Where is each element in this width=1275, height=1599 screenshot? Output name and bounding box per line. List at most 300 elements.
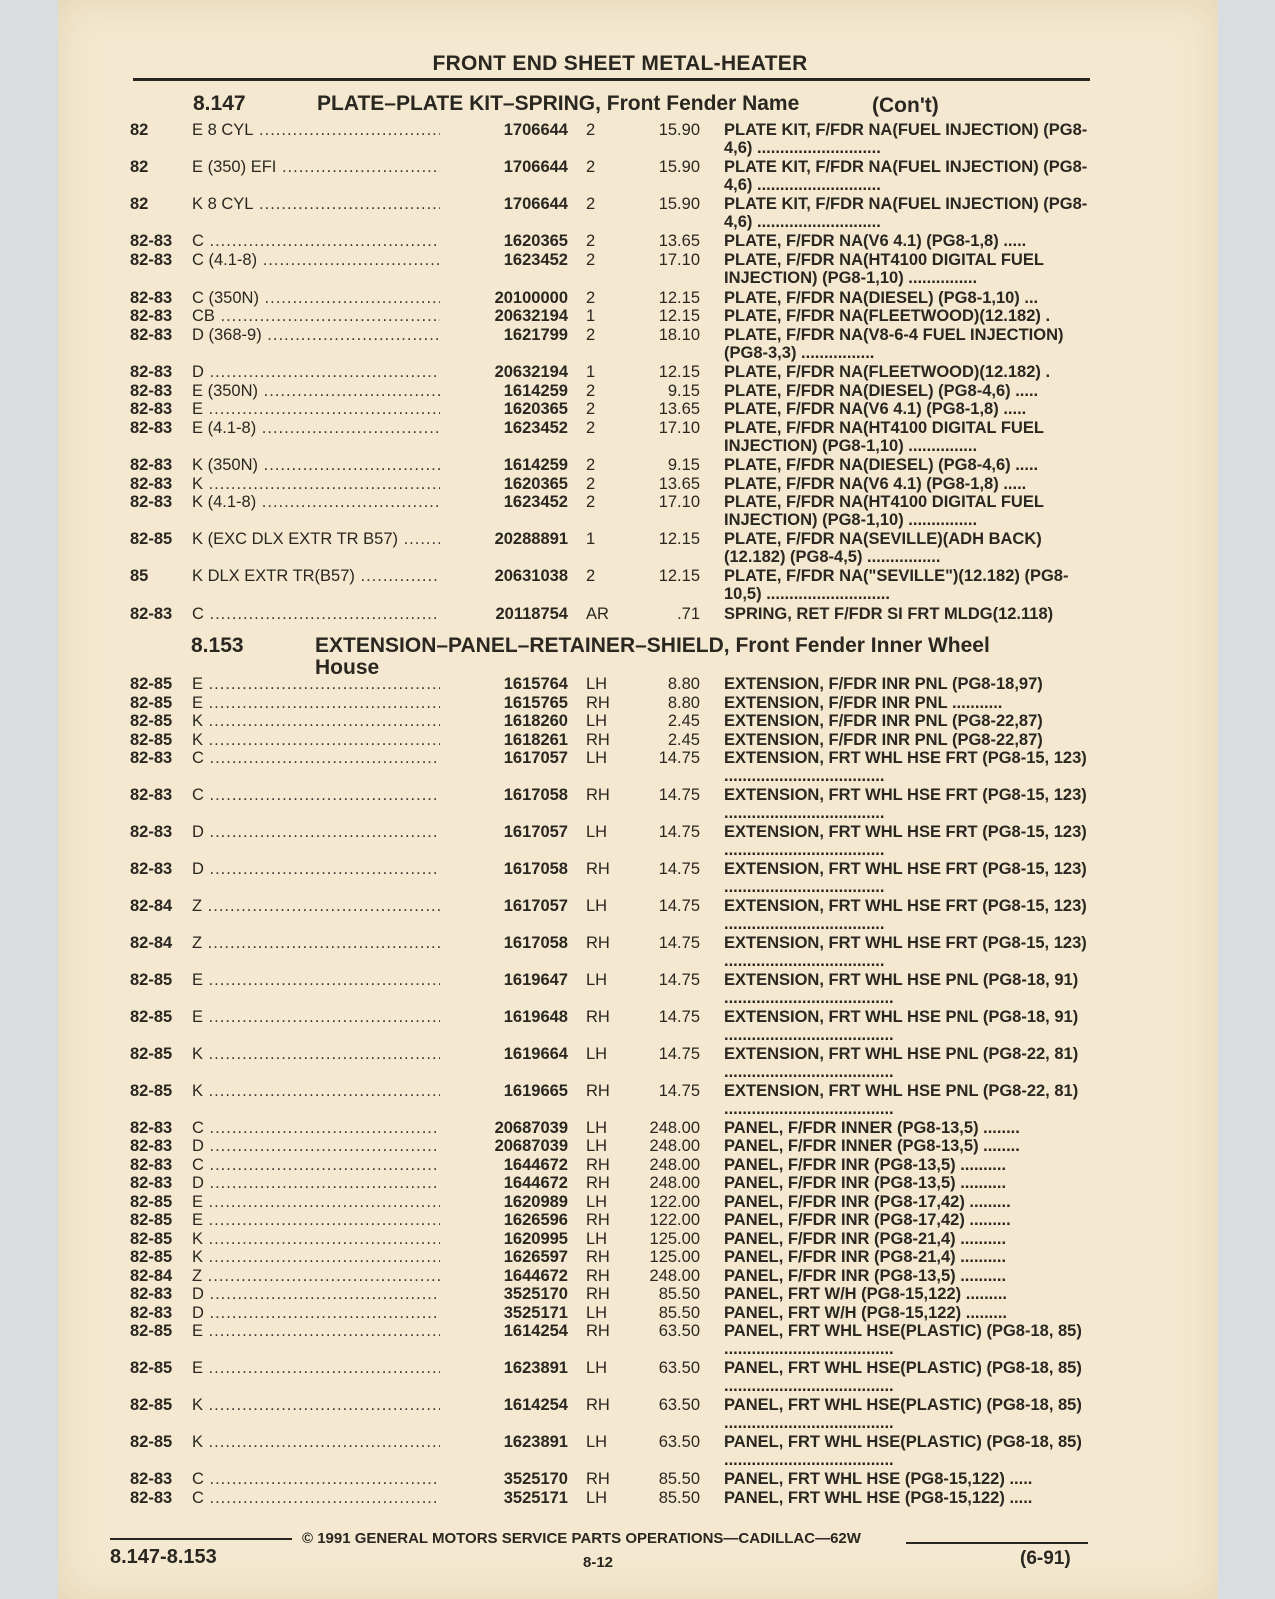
model-year: 82-83 [130, 1285, 173, 1303]
list-price: 63.50 [658, 1396, 700, 1414]
quantity: LH [586, 1359, 608, 1377]
list-price: 14.75 [658, 934, 700, 952]
quantity: LH [586, 1433, 608, 1451]
model-year: 82-85 [130, 731, 173, 749]
model-series: C (4.1-8) ..... [192, 251, 462, 270]
part-number: 1615764 [440, 675, 568, 694]
part-number: 1644672 [440, 1267, 568, 1286]
model-year: 82-85 [130, 1045, 173, 1063]
model-series: E ..... [192, 1322, 462, 1341]
model-series: C ..... [192, 1489, 462, 1508]
model-series: K 8 CYL ..... [192, 195, 462, 214]
model-series: D ..... [192, 1304, 462, 1323]
part-number: 1623891 [440, 1359, 568, 1378]
part-description: PLATE, F/FDR NA(HT4100 DIGITAL FUEL INJECTION) (PG8-1,10) ............... [724, 251, 1044, 287]
model-year: 82-84 [130, 897, 173, 915]
continued-label: (Con't) [872, 94, 939, 117]
model-year: 82-83 [130, 1137, 173, 1155]
model-series: E 8 CYL ..... [192, 121, 462, 140]
quantity: LH [586, 1045, 608, 1063]
list-price: 2.45 [667, 712, 700, 730]
model-series: C ..... [192, 1156, 462, 1175]
quantity: RH [586, 1156, 610, 1174]
quantity: 2 [586, 400, 596, 418]
model-year: 82-85 [130, 1230, 173, 1248]
model-year: 82-85 [130, 1396, 173, 1414]
part-description: PANEL, FRT WHL HSE(PLASTIC) (PG8-18, 85) ..................................... [724, 1359, 1082, 1395]
model-year: 82-85 [130, 1082, 173, 1100]
list-price: 125.00 [649, 1248, 700, 1266]
section-title: PLATE–PLATE KIT–SPRING, Front Fender Name [317, 92, 800, 115]
model-series: D ..... [192, 823, 462, 842]
model-series: E ..... [192, 1359, 462, 1378]
list-price: 17.10 [658, 251, 700, 269]
model-year: 82-83 [130, 382, 173, 400]
part-number: 1619665 [440, 1082, 568, 1101]
part-number: 20632194 [440, 363, 568, 382]
quantity: LH [586, 1137, 608, 1155]
list-price: 8.80 [667, 694, 700, 712]
model-year: 82-83 [130, 1304, 173, 1322]
list-price: 12.15 [658, 289, 700, 307]
part-description: PANEL, FRT WHL HSE(PLASTIC) (PG8-18, 85) ..................................... [724, 1322, 1082, 1358]
part-number: 1620989 [440, 1193, 568, 1212]
part-number: 20631038 [440, 567, 568, 586]
quantity: LH [586, 712, 608, 730]
part-description: PANEL, F/FDR INR (PG8-17,42) ......... [724, 1193, 1011, 1211]
part-number: 20632194 [440, 307, 568, 326]
part-number: 1617057 [440, 749, 568, 768]
model-series: C ..... [192, 605, 462, 624]
model-year: 85 [130, 567, 149, 585]
quantity: RH [586, 1082, 610, 1100]
model-series: K ..... [192, 731, 462, 750]
model-series: K ..... [192, 712, 462, 731]
list-price: 13.65 [658, 400, 700, 418]
part-number: 1617057 [440, 823, 568, 842]
model-series: D (368-9) ..... [192, 326, 462, 345]
part-number: 1626596 [440, 1211, 568, 1230]
footer-date: (6-91) [1020, 1548, 1071, 1569]
list-price: 14.75 [658, 749, 700, 767]
list-price: 14.75 [658, 786, 700, 804]
part-number: 1619648 [440, 1008, 568, 1027]
model-year: 82-83 [130, 1156, 173, 1174]
part-number: 1620365 [440, 475, 568, 494]
list-price: 122.00 [649, 1211, 700, 1229]
page-title: FRONT END SHEET METAL-HEATER [432, 52, 808, 75]
model-year: 82-85 [130, 694, 173, 712]
part-number: 1620365 [440, 232, 568, 251]
quantity: 2 [586, 419, 596, 437]
part-number: 3525171 [440, 1304, 568, 1323]
part-description: PLATE, F/FDR NA(DIESEL) (PG8-1,10) ... [724, 289, 1039, 307]
model-series: C ..... [192, 1470, 462, 1489]
model-series: K ..... [192, 1433, 462, 1452]
list-price: 85.50 [658, 1304, 700, 1322]
list-price: 14.75 [658, 971, 700, 989]
part-number: 1644672 [440, 1174, 568, 1193]
part-description: PANEL, F/FDR INR (PG8-21,4) .......... [724, 1248, 1007, 1266]
list-price: 17.10 [658, 419, 700, 437]
part-number: 1617058 [440, 934, 568, 953]
part-number: 1623452 [440, 493, 568, 512]
part-description: PANEL, FRT W/H (PG8-15,122) ......... [724, 1285, 1007, 1303]
list-price: 248.00 [649, 1156, 700, 1174]
list-price: 8.80 [667, 675, 700, 693]
model-year: 82-85 [130, 971, 173, 989]
part-number: 1619664 [440, 1045, 568, 1064]
part-number: 1621799 [440, 326, 568, 345]
quantity: 1 [586, 307, 596, 325]
model-series: D ..... [192, 1137, 462, 1156]
quantity: 1 [586, 363, 596, 381]
part-description: PANEL, FRT W/H (PG8-15,122) ......... [724, 1304, 1007, 1322]
quantity: RH [586, 1470, 610, 1488]
quantity: RH [586, 1248, 610, 1266]
model-series: Z ..... [192, 1267, 462, 1286]
model-year: 82-83 [130, 307, 173, 325]
quantity: 2 [586, 158, 596, 176]
part-description: PLATE KIT, F/FDR NA(FUEL INJECTION) (PG8-4,6) ........................... [724, 195, 1088, 231]
part-number: 1614259 [440, 456, 568, 475]
footer-page-number: 8-12 [583, 1554, 614, 1571]
model-year: 82-85 [130, 1008, 173, 1026]
model-series: C ..... [192, 232, 462, 251]
list-price: 85.50 [658, 1285, 700, 1303]
part-description: PANEL, F/FDR INR (PG8-13,5) .......... [724, 1156, 1007, 1174]
part-number: 1620365 [440, 400, 568, 419]
list-price: 14.75 [658, 897, 700, 915]
list-price: 15.90 [658, 158, 700, 176]
part-description: PANEL, F/FDR INR (PG8-13,5) .......... [724, 1174, 1007, 1192]
model-year: 82-83 [130, 475, 173, 493]
part-description: PLATE, F/FDR NA("SEVILLE")(12.182) (PG8-10,5) ........................... [724, 567, 1069, 603]
footer-rule-right [906, 1542, 1088, 1544]
footer-section-range: 8.147-8.153 [110, 1546, 217, 1568]
part-number: 1644672 [440, 1156, 568, 1175]
model-year: 82-83 [130, 1174, 173, 1192]
model-year: 82-83 [130, 251, 173, 269]
model-series: E (4.1-8) ..... [192, 419, 462, 438]
model-series: CB ..... [192, 307, 462, 326]
quantity: RH [586, 1008, 610, 1026]
quantity: RH [586, 1322, 610, 1340]
part-description: EXTENSION, F/FDR INR PNL ........... [724, 694, 1003, 712]
part-number: 1618261 [440, 731, 568, 750]
part-description: PANEL, FRT WHL HSE(PLASTIC) (PG8-18, 85) ..................................... [724, 1433, 1082, 1469]
part-description: PANEL, F/FDR INNER (PG8-13,5) ........ [724, 1137, 1020, 1155]
list-price: 12.15 [658, 567, 700, 585]
model-year: 82-83 [130, 289, 173, 307]
part-number: 1614254 [440, 1396, 568, 1415]
model-series: E ..... [192, 1008, 462, 1027]
model-year: 82-85 [130, 1322, 173, 1340]
part-description: PANEL, F/FDR INNER (PG8-13,5) ........ [724, 1119, 1020, 1137]
part-number: 20288891 [440, 530, 568, 549]
list-price: 14.75 [658, 1082, 700, 1100]
part-description: PANEL, FRT WHL HSE (PG8-15,122) ..... [724, 1489, 1033, 1507]
part-description: EXTENSION, FRT WHL HSE PNL (PG8-18, 91) ..................................... [724, 971, 1079, 1007]
part-description: PLATE, F/FDR NA(V8-6-4 FUEL INJECTION) (PG8-3,3) ................ [724, 326, 1064, 362]
quantity: LH [586, 675, 608, 693]
model-year: 82-83 [130, 749, 173, 767]
model-year: 82-83 [130, 1489, 173, 1507]
part-description: EXTENSION, F/FDR INR PNL (PG8-22,87) [724, 712, 1043, 730]
model-series: C (350N) ..... [192, 289, 462, 308]
model-year: 82 [130, 195, 149, 213]
quantity: 2 [586, 493, 596, 511]
part-number: 1614259 [440, 382, 568, 401]
list-price: 85.50 [658, 1470, 700, 1488]
list-price: 12.15 [658, 307, 700, 325]
model-series: C ..... [192, 749, 462, 768]
model-year: 82-85 [130, 1359, 173, 1377]
part-description: PLATE, F/FDR NA(HT4100 DIGITAL FUEL INJECTION) (PG8-1,10) ............... [724, 419, 1044, 455]
part-description: EXTENSION, FRT WHL HSE PNL (PG8-22, 81) ..................................... [724, 1082, 1079, 1118]
list-price: 15.90 [658, 195, 700, 213]
part-number: 1706644 [440, 121, 568, 140]
model-series: Z ..... [192, 897, 462, 916]
quantity: LH [586, 1119, 608, 1137]
model-series: E ..... [192, 400, 462, 419]
section-code: 8.153 [191, 634, 244, 657]
model-year: 82-85 [130, 1193, 173, 1211]
list-price: 14.75 [658, 1045, 700, 1063]
model-year: 82-85 [130, 1248, 173, 1266]
model-series: K ..... [192, 1396, 462, 1415]
part-description: PANEL, FRT WHL HSE(PLASTIC) (PG8-18, 85) ..................................... [724, 1396, 1082, 1432]
part-description: PLATE, F/FDR NA(SEVILLE)(ADH BACK) (12.182) (PG8-4,5) ................ [724, 530, 1042, 566]
quantity: 2 [586, 326, 596, 344]
quantity: 2 [586, 251, 596, 269]
model-year: 82-85 [130, 675, 173, 693]
list-price: .71 [677, 605, 700, 623]
part-number: 1706644 [440, 195, 568, 214]
part-description: EXTENSION, FRT WHL HSE FRT (PG8-15, 123) ................................... [724, 823, 1087, 859]
quantity: LH [586, 823, 608, 841]
quantity: RH [586, 1267, 610, 1285]
list-price: 17.10 [658, 493, 700, 511]
model-series: E ..... [192, 971, 462, 990]
list-price: 122.00 [649, 1193, 700, 1211]
quantity: 2 [586, 382, 596, 400]
part-number: 20687039 [440, 1137, 568, 1156]
quantity: 2 [586, 289, 596, 307]
part-description: PLATE, F/FDR NA(DIESEL) (PG8-4,6) ..... [724, 456, 1039, 474]
part-number: 1619647 [440, 971, 568, 990]
model-series: D ..... [192, 1174, 462, 1193]
list-price: 14.75 [658, 860, 700, 878]
quantity: RH [586, 786, 610, 804]
list-price: 15.90 [658, 121, 700, 139]
part-description: EXTENSION, FRT WHL HSE FRT (PG8-15, 123) ................................... [724, 786, 1087, 822]
model-series: K ..... [192, 1248, 462, 1267]
quantity: 2 [586, 475, 596, 493]
quantity: 2 [586, 232, 596, 250]
quantity: 2 [586, 121, 596, 139]
part-number: 1617058 [440, 860, 568, 879]
list-price: 85.50 [658, 1489, 700, 1507]
model-series: K (EXC DLX EXTR TR B57) ..... [192, 530, 462, 549]
model-year: 82-83 [130, 605, 173, 623]
list-price: 63.50 [658, 1433, 700, 1451]
model-series: K ..... [192, 1082, 462, 1101]
quantity: RH [586, 1211, 610, 1229]
model-series: K ..... [192, 1230, 462, 1249]
quantity: LH [586, 1304, 608, 1322]
part-number: 3525170 [440, 1285, 568, 1304]
part-description: PANEL, F/FDR INR (PG8-17,42) ......... [724, 1211, 1011, 1229]
part-number: 1617057 [440, 897, 568, 916]
quantity: RH [586, 1285, 610, 1303]
quantity: LH [586, 1230, 608, 1248]
model-series: D ..... [192, 363, 462, 382]
model-series: C ..... [192, 1119, 462, 1138]
list-price: 12.15 [658, 363, 700, 381]
list-price: 125.00 [649, 1230, 700, 1248]
part-description: EXTENSION, FRT WHL HSE FRT (PG8-15, 123) ................................... [724, 749, 1087, 785]
section-title-continued: House [315, 656, 380, 679]
model-year: 82 [130, 121, 149, 139]
part-description: EXTENSION, FRT WHL HSE FRT (PG8-15, 123) ................................... [724, 860, 1087, 896]
part-description: PLATE, F/FDR NA(DIESEL) (PG8-4,6) ..... [724, 382, 1039, 400]
part-number: 3525170 [440, 1470, 568, 1489]
list-price: 248.00 [649, 1119, 700, 1137]
model-series: D ..... [192, 1285, 462, 1304]
part-description: EXTENSION, FRT WHL HSE PNL (PG8-22, 81) ..................................... [724, 1045, 1079, 1081]
list-price: 9.15 [667, 456, 700, 474]
model-series: E ..... [192, 694, 462, 713]
part-description: PLATE, F/FDR NA(HT4100 DIGITAL FUEL INJECTION) (PG8-1,10) ............... [724, 493, 1044, 529]
model-series: Z ..... [192, 934, 462, 953]
quantity: 2 [586, 195, 596, 213]
model-year: 82-83 [130, 326, 173, 344]
part-number: 1623452 [440, 419, 568, 438]
part-number: 1615765 [440, 694, 568, 713]
part-description: PANEL, F/FDR INR (PG8-13,5) .......... [724, 1267, 1007, 1285]
list-price: 63.50 [658, 1359, 700, 1377]
part-description: PLATE, F/FDR NA(FLEETWOOD)(12.182) . [724, 307, 1051, 325]
model-year: 82-85 [130, 1211, 173, 1229]
part-number: 1618260 [440, 712, 568, 731]
part-number: 20118754 [440, 605, 568, 624]
model-year: 82-84 [130, 1267, 173, 1285]
quantity: LH [586, 897, 608, 915]
part-number: 20687039 [440, 1119, 568, 1138]
part-description: EXTENSION, FRT WHL HSE PNL (PG8-18, 91) ..................................... [724, 1008, 1079, 1044]
quantity: RH [586, 860, 610, 878]
model-series: K ..... [192, 475, 462, 494]
model-series: E (350) EFI ..... [192, 158, 462, 177]
quantity: LH [586, 749, 608, 767]
quantity: RH [586, 934, 610, 952]
model-year: 82-83 [130, 493, 173, 511]
footer-copyright: © 1991 GENERAL MOTORS SERVICE PARTS OPERATIONS—CADILLAC—62W [302, 1530, 861, 1547]
part-number: 1706644 [440, 158, 568, 177]
list-price: 248.00 [649, 1174, 700, 1192]
part-description: EXTENSION, FRT WHL HSE FRT (PG8-15, 123) ................................... [724, 897, 1087, 933]
part-description: EXTENSION, F/FDR INR PNL (PG8-22,87) [724, 731, 1043, 749]
section-title: EXTENSION–PANEL–RETAINER–SHIELD, Front Fender Inner Wheel [315, 634, 990, 657]
model-series: E ..... [192, 1211, 462, 1230]
model-year: 82-83 [130, 363, 173, 381]
list-price: 2.45 [667, 731, 700, 749]
list-price: 18.10 [658, 326, 700, 344]
part-number: 1614254 [440, 1322, 568, 1341]
quantity: LH [586, 971, 608, 989]
part-description: SPRING, RET F/FDR SI FRT MLDG(12.118) [724, 605, 1054, 623]
model-series: E ..... [192, 675, 462, 694]
list-price: 9.15 [667, 382, 700, 400]
part-description: PLATE, F/FDR NA(V6 4.1) (PG8-1,8) ..... [724, 475, 1027, 493]
part-number: 20100000 [440, 289, 568, 308]
model-year: 82-83 [130, 456, 173, 474]
list-price: 13.65 [658, 475, 700, 493]
model-year: 82-83 [130, 1119, 173, 1137]
part-description: EXTENSION, F/FDR INR PNL (PG8-18,97) [724, 675, 1043, 693]
model-series: K DLX EXTR TR(B57) ..... [192, 567, 462, 586]
quantity: RH [586, 694, 610, 712]
list-price: 248.00 [649, 1267, 700, 1285]
model-year: 82-83 [130, 1470, 173, 1488]
list-price: 14.75 [658, 823, 700, 841]
part-description: EXTENSION, FRT WHL HSE FRT (PG8-15, 123) ................................... [724, 934, 1087, 970]
part-description: PANEL, FRT WHL HSE (PG8-15,122) ..... [724, 1470, 1033, 1488]
model-year: 82-83 [130, 400, 173, 418]
part-number: 1623891 [440, 1433, 568, 1452]
part-description: PLATE KIT, F/FDR NA(FUEL INJECTION) (PG8-4,6) ........................... [724, 158, 1088, 194]
part-description: PANEL, F/FDR INR (PG8-21,4) .......... [724, 1230, 1007, 1248]
quantity: RH [586, 731, 610, 749]
model-series: K (350N) ..... [192, 456, 462, 475]
model-series: K (4.1-8) ..... [192, 493, 462, 512]
model-year: 82 [130, 158, 149, 176]
model-year: 82-85 [130, 712, 173, 730]
part-number: 1626597 [440, 1248, 568, 1267]
model-year: 82-83 [130, 786, 173, 804]
model-year: 82-84 [130, 934, 173, 952]
part-number: 3525171 [440, 1489, 568, 1508]
part-description: PLATE, F/FDR NA(V6 4.1) (PG8-1,8) ..... [724, 400, 1027, 418]
part-number: 1623452 [440, 251, 568, 270]
model-year: 82-83 [130, 232, 173, 250]
part-description: PLATE, F/FDR NA(V6 4.1) (PG8-1,8) ..... [724, 232, 1027, 250]
quantity: LH [586, 1489, 608, 1507]
model-series: K ..... [192, 1045, 462, 1064]
model-series: E ..... [192, 1193, 462, 1212]
model-year: 82-83 [130, 860, 173, 878]
part-description: PLATE, F/FDR NA(FLEETWOOD)(12.182) . [724, 363, 1051, 381]
quantity: 2 [586, 567, 596, 585]
section-code: 8.147 [193, 92, 246, 115]
quantity: 2 [586, 456, 596, 474]
model-year: 82-83 [130, 823, 173, 841]
quantity: LH [586, 1193, 608, 1211]
list-price: 12.15 [658, 530, 700, 548]
quantity: 1 [586, 530, 596, 548]
quantity: AR [586, 605, 609, 623]
title-rule [133, 78, 1090, 81]
model-year: 82-85 [130, 1433, 173, 1451]
list-price: 63.50 [658, 1322, 700, 1340]
model-year: 82-85 [130, 530, 173, 548]
footer-rule-left [110, 1538, 292, 1540]
part-number: 1620995 [440, 1230, 568, 1249]
model-series: D ..... [192, 860, 462, 879]
part-description: PLATE KIT, F/FDR NA(FUEL INJECTION) (PG8-4,6) ........................... [724, 121, 1088, 157]
model-series: E (350N) ..... [192, 382, 462, 401]
